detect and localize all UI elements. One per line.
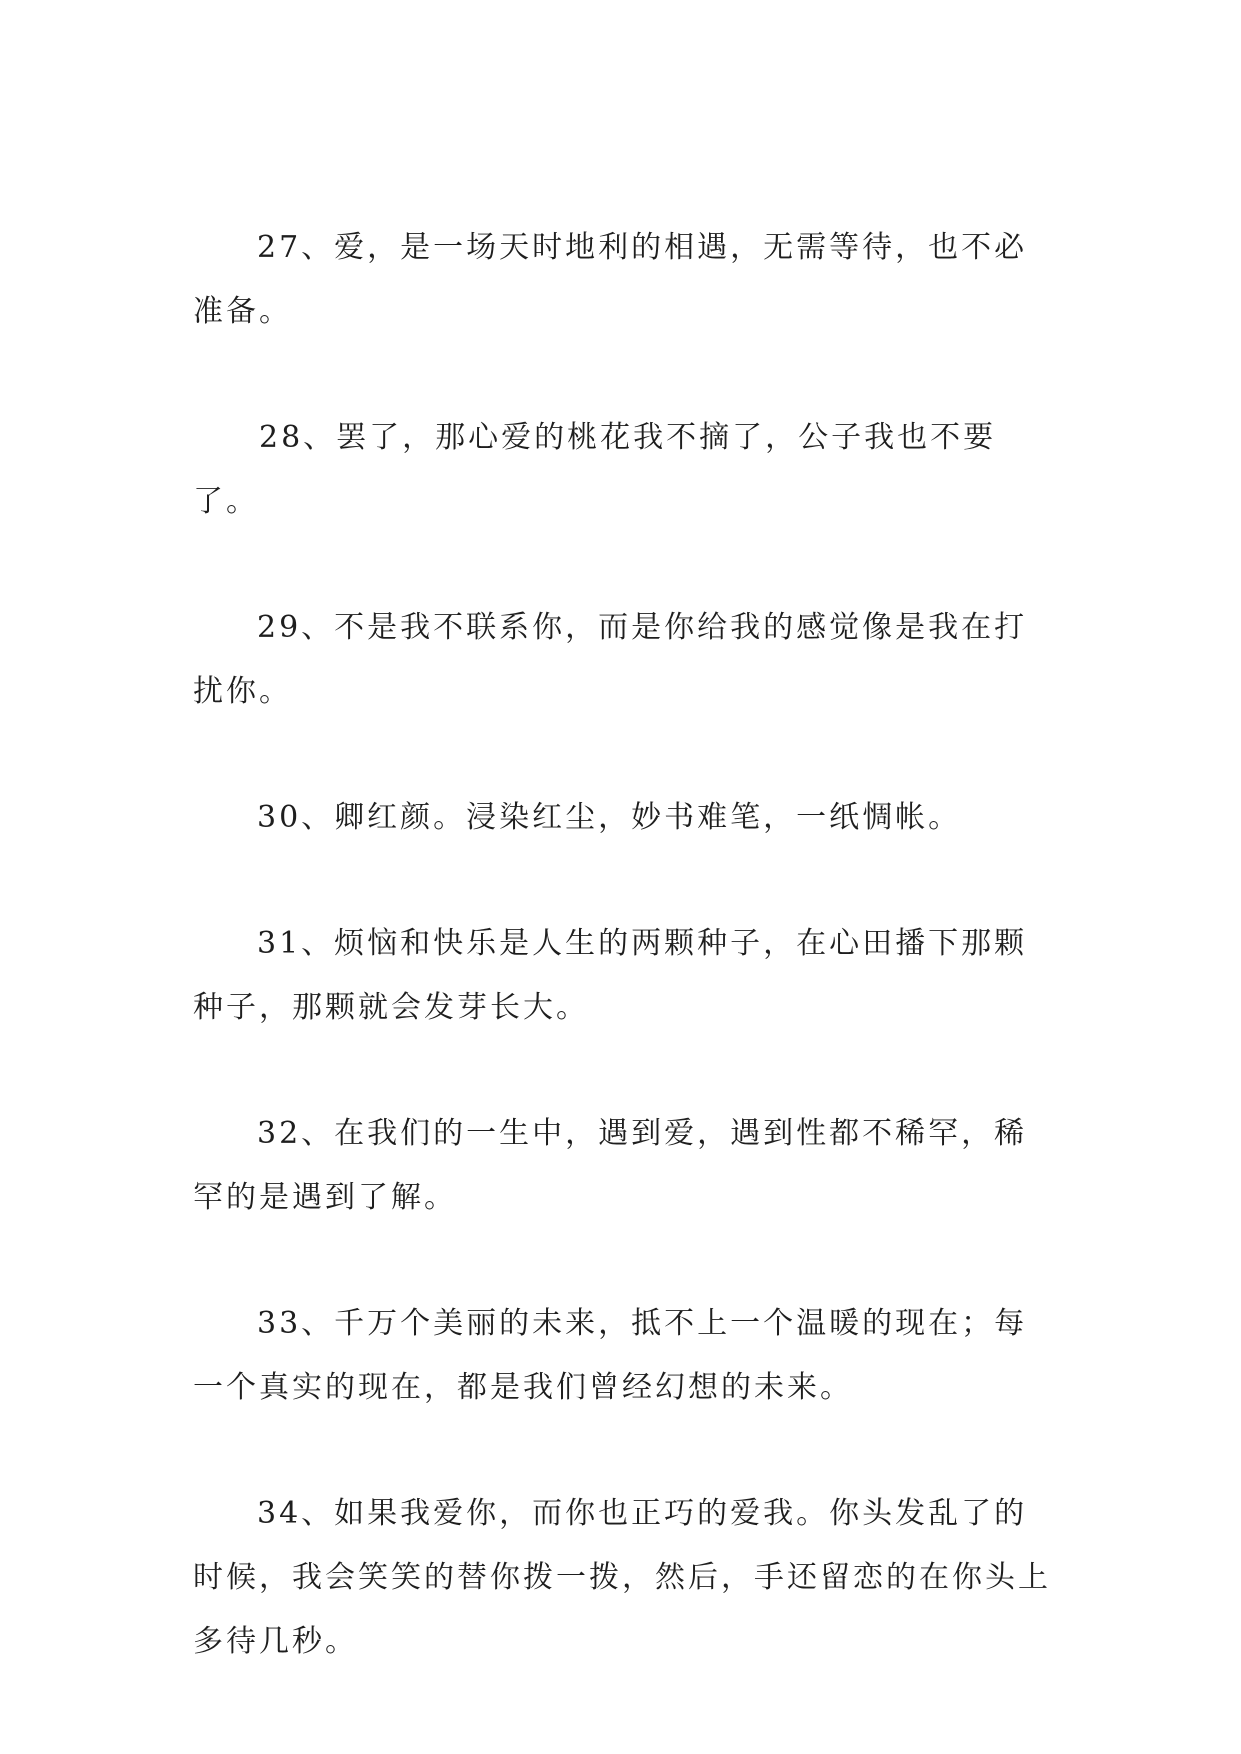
document-body bbox=[193, 216, 1055, 1736]
paragraph-30: 30、卿红颜。浸染红尘，妙书难笔，一纸惆帐。 bbox=[257, 800, 962, 835]
paragraph-27: 27、爱，是一场天时地利的相遇，无需等待，也不必准备。 bbox=[193, 230, 1028, 329]
paragraph-31: 31、烦恼和快乐是人生的两颗种子，在心田播下那颗种子，那颗就会发芽长大。 bbox=[193, 926, 1028, 1025]
paragraph-28: 28、罢了，那心爱的桃花我不摘了，公子我也不要了。 bbox=[193, 420, 997, 519]
paragraph-33: 33、千万个美丽的未来，抵不上一个温暖的现在；每一个真实的现在，都是我们曾经幻想的未来。 bbox=[193, 1306, 1028, 1405]
paragraph-32: 32、在我们的一生中，遇到爱，遇到性都不稀罕，稀罕的是遇到了解。 bbox=[193, 1116, 1028, 1215]
paragraph-29: 29、不是我不联系你，而是你给我的感觉像是我在打扰你。 bbox=[193, 610, 1028, 709]
paragraph-34: 34、如果我爱你，而你也正巧的爱我。你头发乱了的时候，我会笑笑的替你拨一拨，然后，手还留恋的在你头上多待几秒。 bbox=[193, 1496, 1051, 1659]
